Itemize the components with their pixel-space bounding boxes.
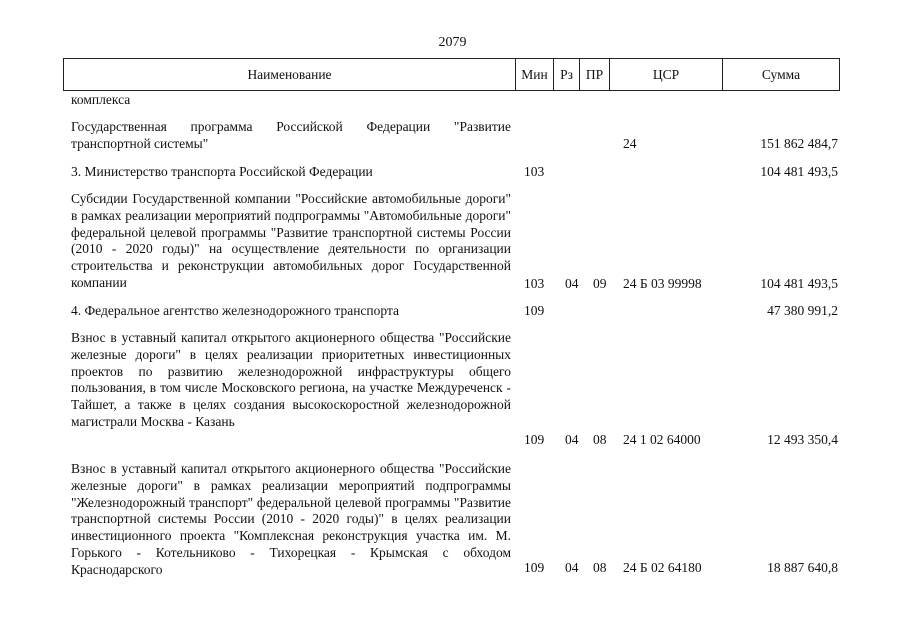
header-name: Наименование — [63, 59, 515, 90]
row-sum: 12 493 350,4 — [767, 432, 838, 447]
header-min: Мин — [515, 59, 553, 90]
row-sum: 104 481 493,5 — [760, 276, 838, 291]
row-min: 109 — [524, 560, 545, 575]
row-pr: 08 — [593, 432, 607, 447]
row-min: 109 — [524, 303, 545, 318]
row-pr: 08 — [593, 560, 607, 575]
page-number: 2079 — [438, 35, 467, 50]
row-name: 3. Министерство транспорта Российской Федерации — [71, 164, 373, 179]
header-rz: Рз — [553, 59, 579, 90]
row-min: 103 — [524, 276, 545, 291]
row-csr: 24 Б 02 64180 — [623, 560, 702, 575]
row-sum: 18 887 640,8 — [767, 560, 838, 575]
row-name: 4. Федеральное агентство железнодорожного транспорта — [71, 303, 400, 318]
row-min: 103 — [524, 164, 545, 179]
row-sum: 151 862 484,7 — [760, 136, 838, 151]
row-rz: 04 — [565, 560, 579, 575]
row-min: 109 — [524, 432, 545, 447]
row-csr: 24 Б 03 99998 — [623, 276, 702, 291]
row-name: Взнос в уставный капитал открытого акционерного общества "Российские железные дороги" в рамках реализации мероприятий подпрограммы "Железнодорожный транспорт" федеральной целевой программы "Развитие транспортной системы России (2010 - 2020 годы)" в целях реализации инвестиционного проекта "Комплексная реконструкция участка им. М. Горького - Котельниково - Тихорецкая - Крымская с обходом Краснодарского — [71, 461, 511, 577]
row-rz: 04 — [565, 432, 579, 447]
row-name: Субсидии Государственной компании "Российские автомобильные дороги" в рамках реализации мероприятий подпрограммы "Автомобильные дороги" федеральной целевой программы "Развитие транспортной системы России (2010 - 2020 годы)" на осуществление деятельности по организации строительства и реконструкции автомобильных дорог Государственной компании — [71, 191, 511, 290]
row-rz: 04 — [565, 276, 579, 291]
row-name: Взнос в уставный капитал открытого акционерного общества "Российские железные дороги" в целях реализации приоритетных инвестиционных проектов по развитию железнодорожной инфраструктуры общего пользования, в том числе Московского региона, на участке Междуреченск - Тайшет, а также в целях создания высокоскоростной железнодорожной магистрали Москва - Казань — [71, 330, 511, 429]
row-csr: 24 — [623, 136, 637, 151]
row-sum: 47 380 991,2 — [767, 303, 838, 318]
header-pr: ПР — [579, 59, 609, 90]
row-csr: 24 1 02 64000 — [623, 432, 701, 447]
row-pr: 09 — [593, 276, 607, 291]
row-name: комплекса — [71, 92, 131, 107]
row-sum: 104 481 493,5 — [760, 164, 838, 179]
header-sum: Сумма — [722, 59, 840, 90]
table-header — [63, 58, 840, 91]
header-csr: ЦСР — [609, 59, 722, 90]
row-name: Государственная программа Российской Федерации "Развитие транспортной системы" — [71, 119, 511, 151]
